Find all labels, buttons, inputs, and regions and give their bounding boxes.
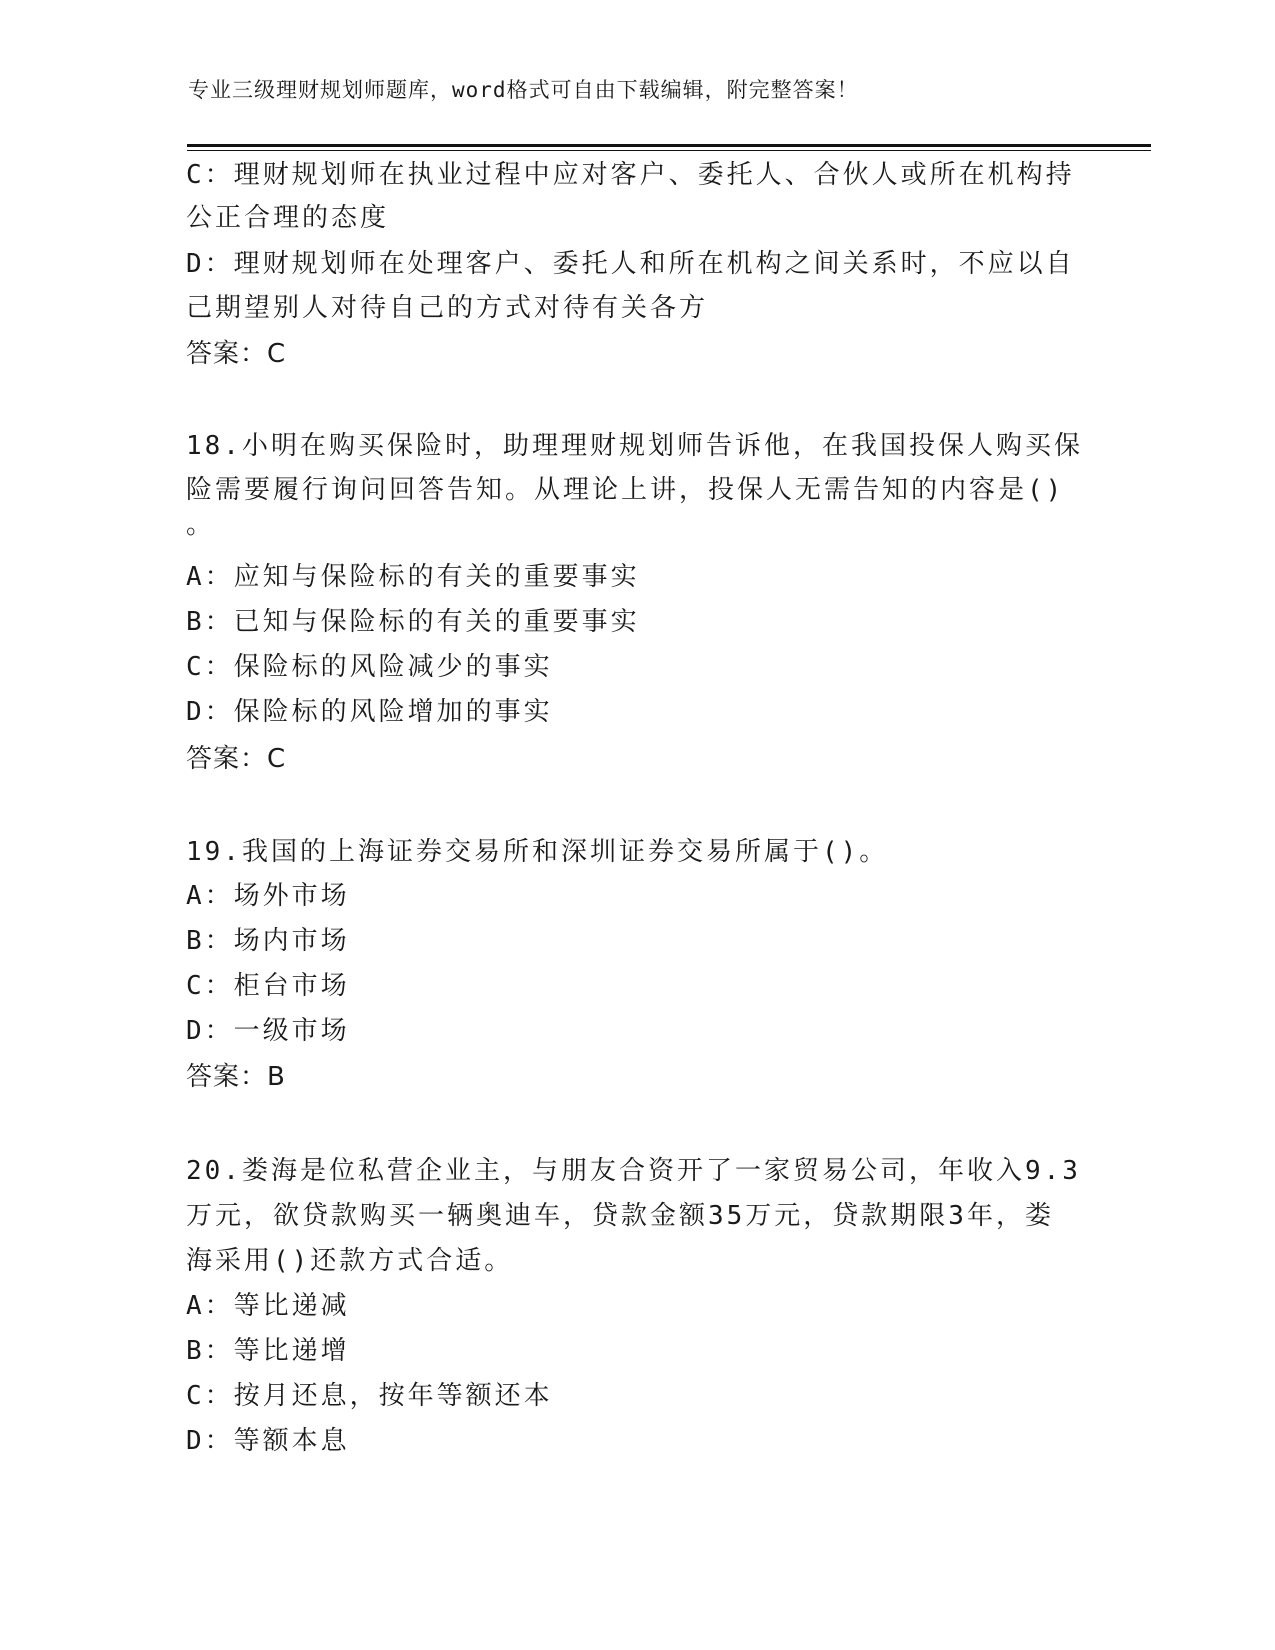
q19-option-d: D：一级市场 bbox=[186, 1016, 350, 1046]
prev-option-c-line2: 公正合理的态度 bbox=[186, 203, 390, 233]
q18-option-b: B：已知与保险标的有关的重要事实 bbox=[186, 607, 640, 637]
q19-option-b: B：场内市场 bbox=[186, 926, 350, 956]
prev-answer: 答案：C bbox=[186, 339, 287, 369]
q20-option-a: A：等比递减 bbox=[186, 1291, 350, 1321]
q18-answer: 答案：C bbox=[186, 744, 287, 774]
header-rule-thin bbox=[187, 150, 1151, 151]
prev-option-c-line1: C：理财规划师在执业过程中应对客户、委托人、合伙人或所在机构持 bbox=[186, 160, 1075, 190]
q19-option-a: A：场外市场 bbox=[186, 881, 350, 911]
q18-option-c: C：保险标的风险减少的事实 bbox=[186, 652, 553, 682]
prev-option-d-line2: 己期望别人对待自己的方式对待有关各方 bbox=[186, 293, 709, 323]
q20-text-line2: 万元，欲贷款购买一辆奥迪车，贷款金额35万元，贷款期限3年，娄 bbox=[186, 1201, 1054, 1231]
q18-text-line2: 险需要履行询问回答告知。从理论上讲，投保人无需告知的内容是() bbox=[186, 475, 1065, 505]
q19-answer: 答案：B bbox=[186, 1062, 286, 1092]
q18-option-d: D：保险标的风险增加的事实 bbox=[186, 697, 553, 727]
q20-text-line3: 海采用()还款方式合适。 bbox=[186, 1246, 514, 1276]
header-rule-thick bbox=[187, 144, 1151, 147]
q20-option-b: B：等比递增 bbox=[186, 1336, 350, 1366]
q18-text-line3: 。 bbox=[186, 510, 216, 540]
q18-text-line1: 18.小明在购买保险时，助理理财规划师告诉他，在我国投保人购买保 bbox=[186, 431, 1083, 461]
page-header: 专业三级理财规划师题库，word格式可自由下载编辑，附完整答案！ bbox=[188, 78, 859, 102]
prev-option-d-line1: D：理财规划师在处理客户、委托人和所在机构之间关系时，不应以自 bbox=[186, 249, 1075, 279]
q20-option-c: C：按月还息，按年等额还本 bbox=[186, 1381, 553, 1411]
q20-option-d: D：等额本息 bbox=[186, 1426, 350, 1456]
q19-option-c: C：柜台市场 bbox=[186, 971, 350, 1001]
q19-text-line1: 19.我国的上海证券交易所和深圳证券交易所属于()。 bbox=[186, 837, 889, 867]
q18-option-a: A：应知与保险标的有关的重要事实 bbox=[186, 562, 640, 592]
q20-text-line1: 20.娄海是位私营企业主，与朋友合资开了一家贸易公司，年收入9.3 bbox=[186, 1156, 1081, 1186]
